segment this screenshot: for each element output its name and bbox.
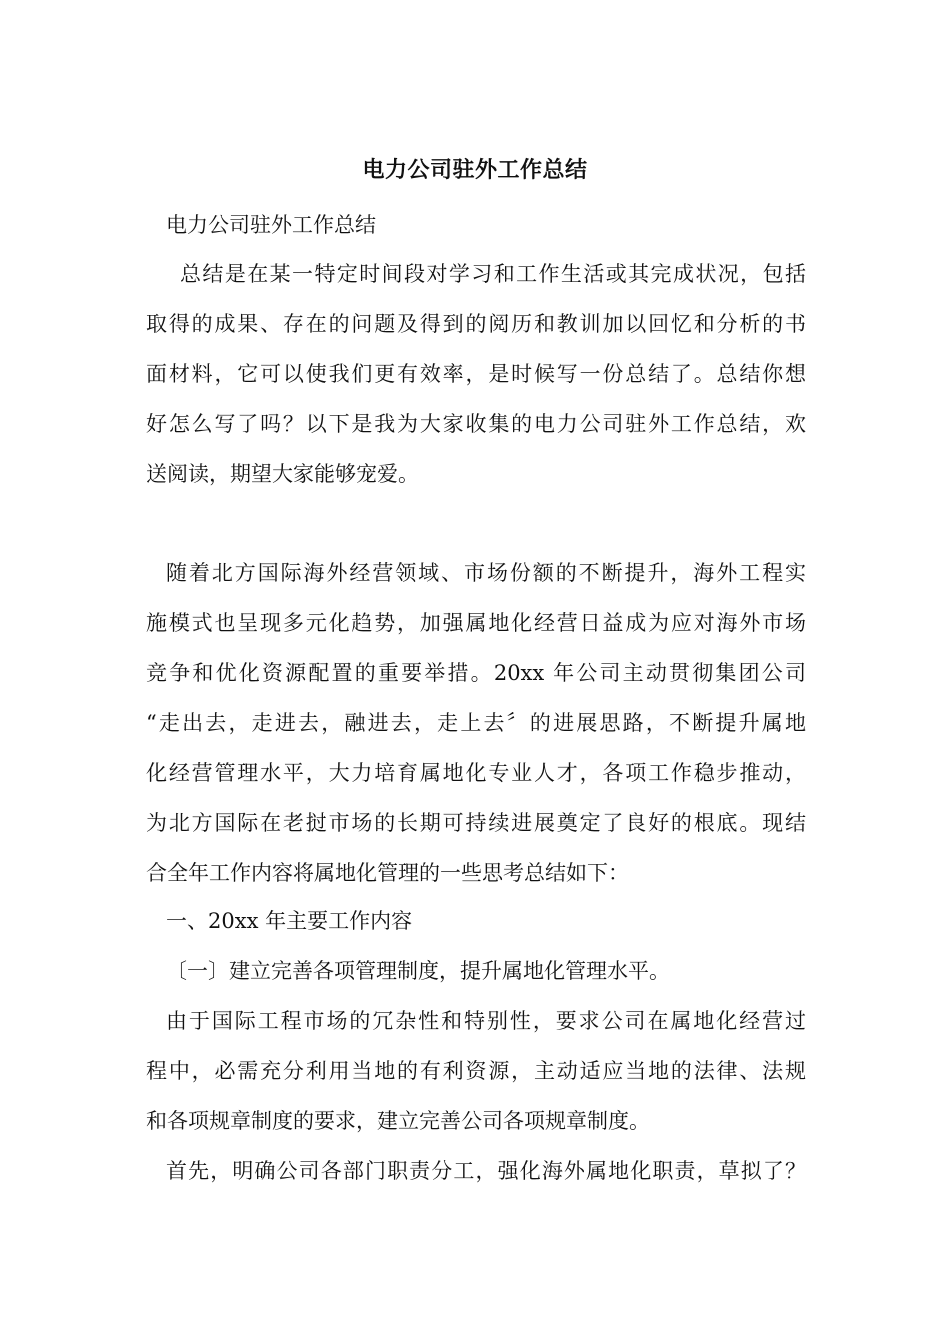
body3-line-1: 首先，明确公司各部门职责分工，强化海外属地化职责，草拟了？	[166, 1159, 806, 1183]
section-heading-1: 一、20xx 年主要工作内容	[166, 909, 413, 933]
body2-line-2: 程中，必需充分利用当地的有利资源，主动适应当地的法律、法规	[146, 1059, 806, 1083]
body1-line-5: 化经营管理水平，大力培育属地化专业人才，各项工作稳步推动，	[146, 761, 806, 785]
document-title: 电力公司驻外工作总结	[362, 157, 588, 183]
body1-line-2: 施模式也呈现多元化趋势，加强属地化经营日益成为应对海外市场	[146, 611, 806, 635]
body1-line-3: 竞争和优化资源配置的重要举措。20xx 年公司主动贯彻集团公司	[146, 661, 806, 685]
body1-line-7: 合全年工作内容将属地化管理的一些思考总结如下：	[146, 861, 629, 885]
intro-line-3: 面材料，它可以使我们更有效率，是时候写一份总结了。总结你想	[146, 362, 806, 386]
intro-line-4: 好怎么写了吗？以下是我为大家收集的电力公司驻外工作总结，欢	[146, 412, 806, 436]
body1-line-4: “走出去，走进去，融进去，走上去〞的进展思路，不断提升属地	[146, 711, 806, 735]
body1-line-6: 为北方国际在老挝市场的长期可持续进展奠定了良好的根底。现结	[146, 811, 806, 835]
intro-line-2: 取得的成果、存在的问题及得到的阅历和教训加以回忆和分析的书	[146, 312, 806, 336]
document-subtitle: 电力公司驻外工作总结	[166, 213, 376, 237]
intro-line-5: 送阅读，期望大家能够宠爱。	[146, 462, 419, 486]
intro-line-1: 总结是在某一特定时间段对学习和工作生活或其完成状况，包括	[180, 262, 806, 286]
body1-line-1: 随着北方国际海外经营领域、市场份额的不断提升，海外工程实	[166, 561, 806, 585]
body2-line-1: 由于国际工程市场的冗杂性和特别性，要求公司在属地化经营过	[166, 1009, 806, 1033]
body2-line-3: 和各项规章制度的要求，建立完善公司各项规章制度。	[146, 1109, 650, 1133]
section-heading-2: 〔一〕建立完善各项管理制度，提升属地化管理水平。	[166, 959, 670, 983]
